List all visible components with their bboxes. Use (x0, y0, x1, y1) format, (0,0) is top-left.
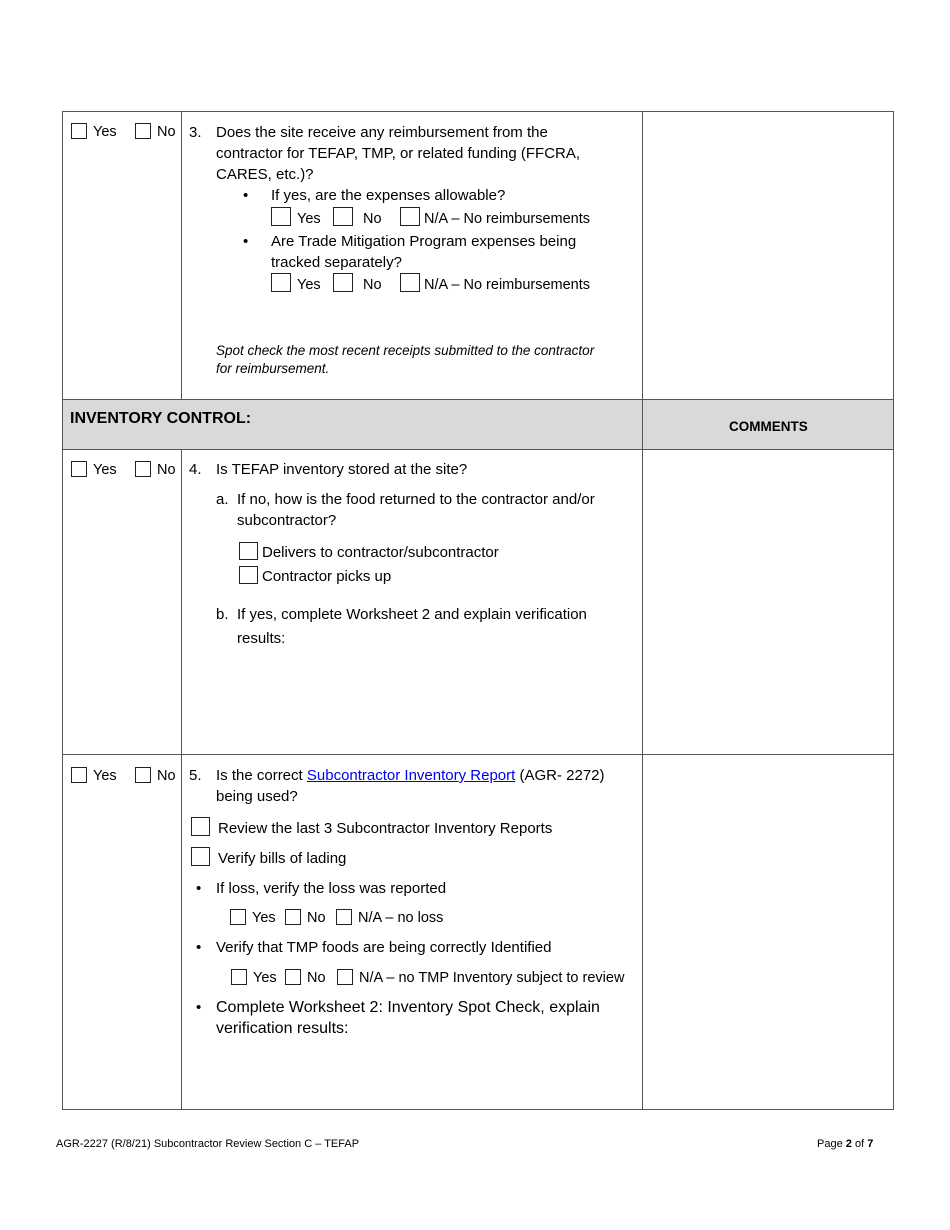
footer-page-number: Page 2 of 7 (817, 1138, 874, 1150)
q4-pickup-option[interactable]: Contractor picks up (239, 566, 391, 585)
q4-yes-option[interactable]: Yes (71, 461, 117, 478)
q3-text-line: CARES, etc.)? (216, 166, 314, 183)
checkbox[interactable] (271, 273, 291, 292)
q4-no-option[interactable]: No (135, 461, 176, 478)
q5-tmp-na[interactable]: N/A – no TMP Inventory subject to review (337, 969, 624, 986)
q5-text-line2: being used? (216, 788, 298, 805)
bullet-icon: • (243, 187, 249, 204)
checkbox[interactable] (231, 969, 247, 985)
col-divider (181, 112, 182, 399)
q3-no-option[interactable]: No (135, 123, 176, 140)
bullet-icon: • (243, 233, 249, 250)
row-divider (63, 449, 893, 450)
q3-tracked-no[interactable]: No (333, 273, 382, 293)
q3-bullet-tracked: Are Trade Mitigation Program expenses being (271, 233, 577, 250)
checkbox[interactable] (333, 207, 353, 226)
checkbox[interactable] (239, 566, 258, 584)
checkbox[interactable] (71, 123, 87, 139)
q3-text-line: Does the site receive any reimbursement from the (216, 124, 548, 141)
q3-allowable-yes[interactable]: Yes (271, 207, 321, 227)
q4-number: 4. (189, 461, 202, 478)
q4-b-text: If yes, complete Worksheet 2 and explain verification (237, 606, 587, 623)
q4-a-text: subcontractor? (237, 512, 337, 529)
checkbox[interactable] (400, 273, 420, 292)
q5-number: 5. (189, 767, 202, 784)
q4-b-text: results: (237, 630, 286, 647)
checkbox[interactable] (135, 461, 151, 477)
checkbox[interactable] (239, 542, 258, 560)
q4-delivers-option[interactable]: Delivers to contractor/subcontractor (239, 542, 499, 561)
footer-form-id: AGR-2227 (R/8/21) Subcontractor Review Section C – TEFAP (56, 1138, 360, 1150)
q3-allowable-no[interactable]: No (333, 207, 382, 227)
q3-yes-option[interactable]: Yes (71, 123, 117, 140)
checkbox[interactable] (400, 207, 420, 226)
q5-bullet-tmp: Verify that TMP foods are being correctly Identified (216, 939, 552, 956)
q5-review-reports-option[interactable]: Review the last 3 Subcontractor Inventory Reports (191, 817, 552, 837)
q4-a-text: If no, how is the food returned to the contractor and/or (237, 491, 595, 508)
q4-b-label: b. (216, 606, 229, 623)
checkbox[interactable] (230, 909, 246, 925)
q5-loss-yes[interactable]: Yes (230, 909, 276, 926)
row-divider (63, 754, 893, 755)
checkbox[interactable] (333, 273, 353, 292)
q5-text: Is the correct Subcontractor Inventory Report (AGR- 2272) (216, 767, 605, 784)
checkbox[interactable] (191, 847, 210, 866)
row-divider (63, 399, 893, 400)
q3-bullet-tracked: tracked separately? (271, 254, 402, 271)
q5-yes-option[interactable]: Yes (71, 767, 117, 784)
q3-tracked-yes[interactable]: Yes (271, 273, 321, 293)
checkbox[interactable] (271, 207, 291, 226)
q3-note: Spot check the most recent receipts submitted to the contractor (216, 343, 595, 358)
q4-text: Is TEFAP inventory stored at the site? (216, 461, 468, 478)
q5-tmp-yes[interactable]: Yes (231, 969, 277, 986)
q5-loss-no[interactable]: No (285, 909, 326, 926)
col-divider (181, 449, 182, 1109)
bullet-icon: • (196, 880, 202, 897)
q5-loss-na[interactable]: N/A – no loss (336, 909, 443, 926)
q5-no-option[interactable]: No (135, 767, 176, 784)
bullet-icon: • (196, 999, 202, 1016)
section-title: INVENTORY CONTROL: (70, 410, 252, 427)
checkbox[interactable] (285, 969, 301, 985)
inventory-report-link[interactable]: Subcontractor Inventory Report (306, 767, 516, 784)
checkbox[interactable] (336, 909, 352, 925)
q3-number: 3. (189, 124, 202, 141)
checkbox[interactable] (135, 123, 151, 139)
checkbox[interactable] (71, 767, 87, 783)
checkbox[interactable] (71, 461, 87, 477)
q3-text-line: contractor for TEFAP, TMP, or related funding (FFCRA, (216, 145, 581, 162)
q3-tracked-na[interactable]: N/A – No reimbursements (400, 273, 590, 293)
q5-bullet-worksheet: verification results: (216, 1020, 349, 1037)
q3-bullet-allowable: If yes, are the expenses allowable? (271, 187, 506, 204)
q3-allowable-na[interactable]: N/A – No reimbursements (400, 207, 590, 227)
q4-a-label: a. (216, 491, 229, 508)
col-divider (642, 112, 643, 1109)
q5-tmp-no[interactable]: No (285, 969, 326, 986)
checkbox[interactable] (135, 767, 151, 783)
bullet-icon: • (196, 939, 202, 956)
checkbox[interactable] (337, 969, 353, 985)
checkbox[interactable] (191, 817, 210, 836)
q3-note: for reimbursement. (216, 361, 330, 376)
checkbox[interactable] (285, 909, 301, 925)
comments-header: COMMENTS (729, 419, 808, 434)
q5-verify-bills-option[interactable]: Verify bills of lading (191, 847, 346, 867)
q5-bullet-worksheet: Complete Worksheet 2: Inventory Spot Check, explain (216, 999, 600, 1016)
q5-bullet-loss: If loss, verify the loss was reported (216, 880, 447, 897)
